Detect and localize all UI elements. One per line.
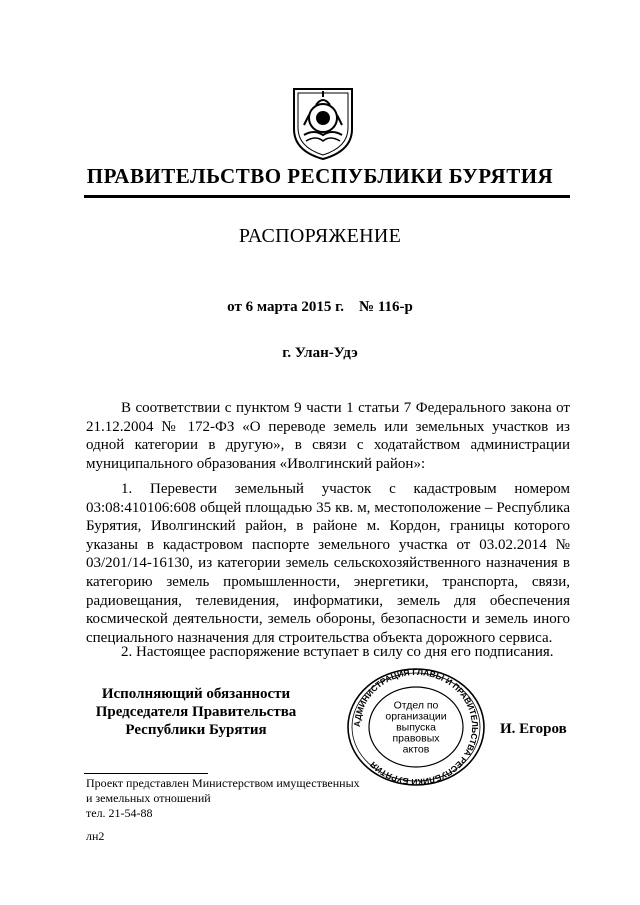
header-divider [84,195,570,198]
item-2-paragraph: 2. Настоящее распоряжение вступает в силу со дня его подписания. [121,644,554,660]
signatory-line-1: Исполняющий обязанности [101,686,291,702]
signatory-position [80,685,312,739]
government-title: ПРАВИТЕЛЬСТВО РЕСПУБЛИКИ БУРЯТИЯ [86,164,554,188]
stamp-center-line: актов [402,743,430,756]
footer-phone: тел. 21-54-88 [86,806,153,820]
city: г. Улан-Удэ [282,345,358,361]
footer-line-2: и земельных отношений [86,791,211,805]
intro-paragraph: В соответствии с пунктом 9 части 1 статьи 7 Федерального закона от 21.12.2004 № 172-ФЗ «О переводе земель или земельных участков из одной категории в другую», в связи с ходатайством администрации муниципального образования «Иволгинский район»: [86,400,570,472]
signatory-name: И. Егоров [500,721,567,737]
stamp-center-line: организации [385,710,447,723]
date-and-number: от 6 марта 2015 г. № 116-р [227,299,413,315]
stamp-center-line: Отдел по [393,699,439,712]
footer-note [86,776,360,821]
official-stamp [344,666,488,788]
coat-of-arms-icon [292,85,354,161]
item-1-paragraph: 1. Перевести земельный участок с кадастровым номером 03:08:410106:608 общей площадью 35 кв. м, местоположение – Республика Бурятия, Иволгинский район, в районе м. Кордон, границы которого указаны в кадастровом паспорте земельного участка от 03.02.2014 № 03/201/14-16130, из категории земель сельскохозяйственного назначения в категорию земель промышленности, энергетики, транспорта, связи, радиовещания, телевидения, информатики, земель для обеспечения космической деятельности, земель обороны, безопасности и земель иного специального назначения для строительства объекта дорожного сервиса. [86,481,570,646]
signatory-line-2: Председателя Правительства [95,704,297,720]
footer-divider [84,773,208,774]
document-code: лн2 [86,829,105,843]
stamp-center-line: выпуска [396,721,436,734]
stamp-center-line: правовых [392,732,440,745]
stamp-ring-text: АДМИНИСТРАЦИЯ ГЛАВЫ И ПРАВИТЕЛЬСТВА РЕСПУБЛИКИ БУРЯТИЯ [351,666,481,788]
footer-line-1: Проект представлен Министерством имущественных [86,776,360,790]
document-type: РАСПОРЯЖЕНИЕ [238,225,402,247]
signatory-line-3: Республики Бурятия [125,722,267,738]
